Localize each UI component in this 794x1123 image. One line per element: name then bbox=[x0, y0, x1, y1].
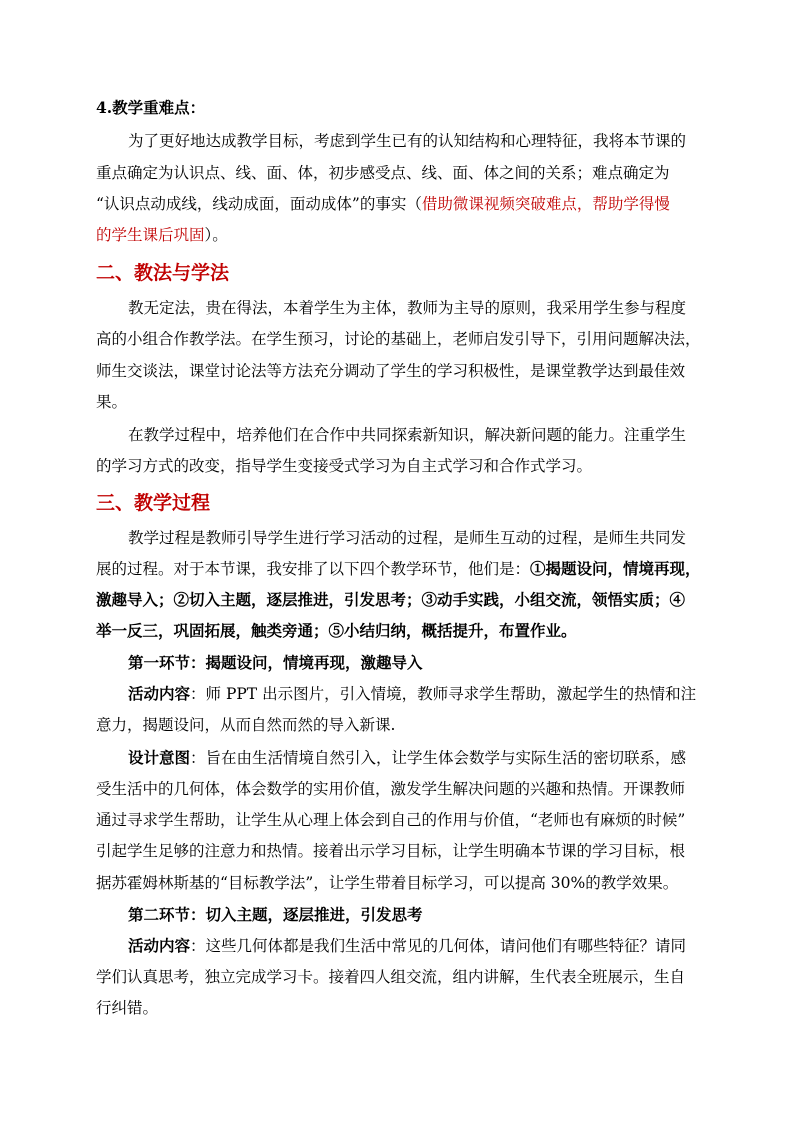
paragraph-line: 在教学过程中，培养他们在合作中共同探索新知识，解决新问题的能力。注重学生 bbox=[128, 426, 687, 444]
paragraph-line: 果。 bbox=[96, 393, 128, 411]
paragraph-line bbox=[96, 225, 228, 245]
paragraph-line: 行纠错。 bbox=[96, 999, 159, 1017]
paragraph-line: 教学过程是教师引导学生进行学习活动的过程，是师生互动的过程，是师生共同发 bbox=[128, 529, 687, 547]
text-run: 展的过程。对于本节课，我安排了以下四个教学环节，他们是： bbox=[96, 560, 531, 578]
text-run: “认识点动成线，线动成面，面动成体”的事实（ bbox=[96, 195, 422, 213]
section-heading-process: 三、教学过程 bbox=[96, 492, 211, 514]
paragraph-line: 高的小组合作教学法。在学生预习，讨论的基础上，老师启发引导下，引用问题解决法， bbox=[96, 330, 701, 348]
step-1-title: 第一环节：揭题设问，情境再现，激趣导入 bbox=[128, 653, 423, 672]
paragraph-line: 举一反三，巩固拓展，触类旁通；⑤小结归纳，概括提升，布置作业。 bbox=[96, 621, 577, 640]
highlight-text: 的学生课后巩固 bbox=[96, 226, 205, 244]
activity-label: 活动内容 bbox=[128, 936, 191, 955]
paragraph-line: 引起学生足够的注意力和热情。接着出示学习目标，让学生明确本节课的学习目标，根 bbox=[96, 842, 686, 860]
text-run: ：师 PPT 出示图片，引入情境，教师寻求学生帮助，激起学生的热情和注 bbox=[190, 685, 697, 703]
paragraph-line: 意力，揭题设问，从而自然而然的导入新课. bbox=[96, 716, 396, 734]
paragraph-line bbox=[96, 194, 670, 214]
text-run: ：旨在由生活情境自然引入，让学生体会数学与实际生活的密切联系，感 bbox=[190, 749, 687, 767]
paragraph-line: 受生活中的几何体，体会数学的实用价值，激发学生解决问题的兴趣和热情。开课教师 bbox=[96, 780, 686, 798]
paragraph-line: 通过寻求学生帮助，让学生从心理上体会到自己的作用与价值，“老师也有麻烦的时候” bbox=[96, 811, 686, 829]
paragraph-line: 激趣导入；②切入主题，逐层推进，引发思考；③动手实践，小组交流，领悟实质；④ bbox=[96, 590, 686, 609]
paragraph-line bbox=[128, 684, 696, 704]
design-label: 设计意图 bbox=[128, 748, 191, 767]
paragraph-line: 教无定法，贵在得法，本着学生为主体，教师为主导的原则，我采用学生参与程度 bbox=[128, 299, 687, 317]
paragraph-line: 学们认真思考，独立完成学习卡。接着四人组交流，组内讲解，生代表全班展示，生自 bbox=[96, 968, 686, 986]
bold-text: ①揭题设问，情境再现， bbox=[530, 559, 701, 578]
highlight-text: 借助微课视频突破难点，帮助学得慢 bbox=[421, 195, 670, 213]
paragraph-line: 据苏霍姆林斯基的“目标教学法”，让学生带着目标学习，可以提高 30%的教学效果。 bbox=[96, 874, 679, 892]
paragraph-line bbox=[96, 559, 701, 579]
text-run: ：这些几何体都是我们生活中常见的几何体，请问他们有哪些特征？请同 bbox=[190, 937, 687, 955]
step-2-title: 第二环节：切入主题，逐层推进，引发思考 bbox=[128, 905, 423, 924]
paragraph-line: 师生交谈法，课堂讨论法等方法充分调动了学生的学习积极性，是课堂教学达到最佳效 bbox=[96, 362, 686, 380]
paragraph-line bbox=[128, 748, 686, 768]
paragraph-line: 重点确定为认识点、线、面、体，初步感受点、线、面、体之间的关系；难点确定为 bbox=[96, 164, 670, 182]
text-run: ）。 bbox=[204, 226, 228, 244]
section-4-title: 4.教学重难点： bbox=[96, 98, 206, 117]
paragraph-line: 的学习方式的改变，指导学生变接受式学习为自主式学习和合作式学习。 bbox=[96, 457, 593, 475]
paragraph-line: 为了更好地达成教学目标，考虑到学生已有的认知结构和心理特征，我将本节课的 bbox=[128, 132, 687, 150]
activity-label: 活动内容 bbox=[128, 684, 191, 703]
paragraph-line bbox=[128, 936, 686, 956]
section-heading-methods: 二、教法与学法 bbox=[96, 262, 230, 284]
